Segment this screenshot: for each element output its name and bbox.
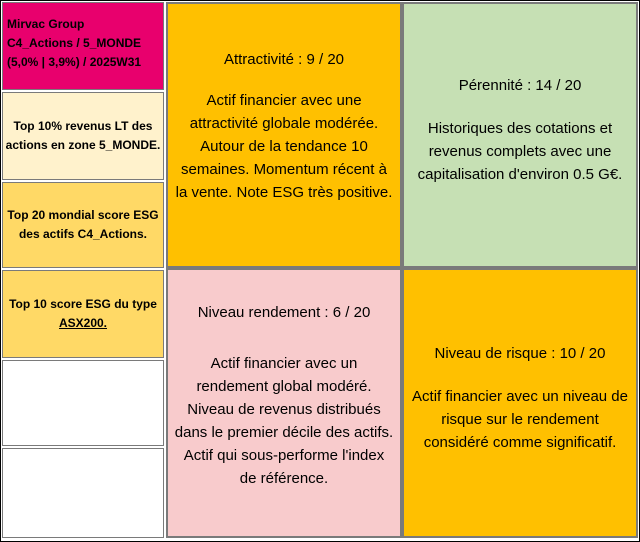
risque-title: Niveau de risque : 10 / 20 — [434, 345, 606, 362]
risque-card — [402, 268, 638, 538]
perennite-card — [402, 2, 638, 268]
attractivite-line: attractivité globale modérée. — [189, 115, 379, 132]
tag-esg-mondial-line2: des actifs C4_Actions. — [18, 227, 148, 241]
tag-esg-mondial — [2, 182, 164, 268]
rendement-line: de référence. — [239, 470, 329, 487]
rendement-card — [166, 268, 402, 538]
asset-name: Mirvac Group — [7, 17, 85, 31]
tag-revenus — [2, 92, 164, 180]
rendement-line: Niveau de revenus distribués — [187, 401, 381, 418]
attractivite-line: la vente. Note ESG très positive. — [175, 184, 393, 201]
tag-esg-type — [2, 270, 164, 358]
asset-period: (5,0% | 3,9%) / 2025W31 — [7, 55, 142, 69]
attractivite-title: Attractivité : 9 / 20 — [223, 51, 345, 68]
rendement-title: Niveau rendement : 6 / 20 — [197, 304, 371, 321]
perennite-line: capitalisation d'environ 0.5 G€. — [417, 166, 623, 183]
attractivite-card — [166, 2, 402, 268]
rendement-line: rendement global modéré. — [196, 378, 372, 395]
perennite-title: Pérennité : 14 / 20 — [458, 77, 582, 94]
attractivite-line: Autour de la tendance 10 — [200, 138, 368, 155]
risque-line: Actif financier avec un niveau de — [412, 388, 628, 405]
tag-revenus-line1: Top 10% revenus LT des — [13, 119, 153, 133]
empty-cell-1 — [2, 360, 164, 446]
rendement-line: dans le premier décile des actifs. — [174, 424, 394, 441]
tag-esg-type-line1: Top 10 score ESG du type — [9, 297, 157, 311]
perennite-line: Historiques des cotations et — [427, 120, 613, 137]
tag-esg-mondial-line1: Top 20 mondial score ESG — [7, 208, 159, 222]
perennite-line: revenus complets avec une — [428, 143, 612, 160]
tag-revenus-line2: actions en zone 5_MONDE. — [5, 138, 161, 152]
empty-cell-2 — [2, 448, 164, 538]
asset-header-cell — [2, 2, 164, 90]
tag-esg-type-line2: ASX200. — [58, 316, 108, 330]
risque-line: considéré comme significatif. — [423, 434, 617, 451]
rendement-line: Actif qui sous-performe l'index — [183, 447, 385, 464]
attractivite-line: Actif financier avec une — [206, 92, 362, 109]
attractivite-line: semaines. Momentum récent à — [181, 161, 387, 178]
asset-category: C4_Actions / 5_MONDE — [7, 36, 142, 50]
rendement-line: Actif financier avec un — [210, 355, 358, 372]
risque-line: risque sur le rendement — [441, 411, 599, 428]
